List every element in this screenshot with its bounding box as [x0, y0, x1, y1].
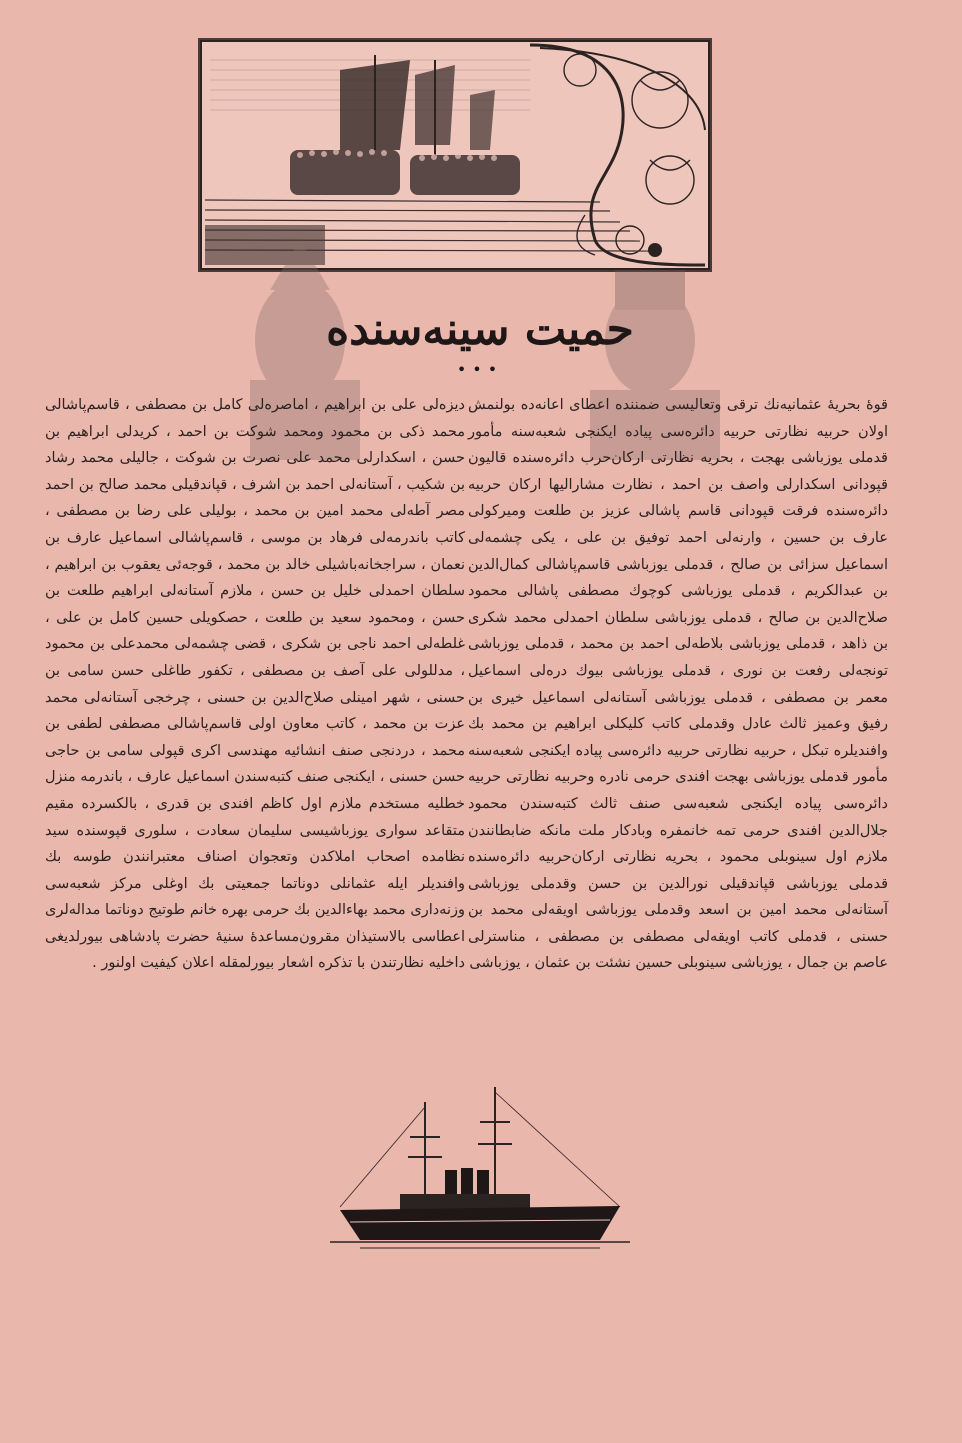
battleship-illustration: [330, 1082, 630, 1252]
text-column-right: [468, 392, 888, 1112]
column-right-text: قوهٔ بحریهٔ عثمانیه‌نك ترقی وتعالیسی ضمننده اعطای اعانه‌ده بولنمش اولان حربیه نظارتی حربیه دائره‌سی پیاده ایکنجی شعبه‌سنه مأمور قدملی یوزباشی بهجت ، بحریه نظارتی ارکان‌حرب دائره‌سنده قالیون قپودانی اسکدارلی واصف بن احمد ، نظارت مشارالیها ارکان حربیه دائره‌سنده فرقت قپودانی قاسم پاشالی عزیز بن طلعت ومیرکولی عارف بن حسین ، وارنه‌لی احمد توفیق بن علی ، یکی چشمه‌لی اسماعیل سزائی بن صالح ، قدملی یوزباشی قاسم‌پاشالی کمال‌الدین بن عبدالکریم ، قدملی یوزباشی کوچوك مصطفی پاشالی محمود صلاح‌الدین بن صالح ، قدملی یوزباشی سلطان احمدلی محمد شکری بن ذاهد ، قدملی یوزباشی بلاطه‌لی احمد بن محمد ، قدملی یوزباشی تونجه‌لی رفعت بن نوری ، قدملی یوزباشی بیوك دره‌لی اسماعیل معمر بن مصطفی ، قدملی یوزباشی آستانه‌لی اسماعیل خیری بن رفیق وعمیز ثالث عادل وقدملی کاتب کلیکلی ابراهیم بن محمد بك وافندیلره تبکل ، حربیه نظارتی حربیه دائره‌سی پیاده ایکنجی شعبه‌سنه مأمور قدملی یوزباشی بهجت افندی حرمی نادره وحربیه نظارتی حربیه دائره‌سی پیاده ایکنجی شعبه‌سی صنف ثالث کتبه‌سندن محمود جلال‌الدین افندی حرمی تمه خانمفره وبادکار ملت مانکه ضابطانندن ملازم اول سینوبلی محمود ، بحریه نظارتی ارکان‌حربیه دائره‌سنده قدملی یوزباشی قپاندقیلی نورالدین بن حسن وقدملی یوزباشی آستانه‌لی محمد امین بن اسعد وقدملی یوزباشی اویقه‌لی محمد بن حسنی ، قدملی کاتب اویقه‌لی مصطفی بن مصطفی ، مناسترلی عاصم بن جمال ، یوزباشی سینوبلی حسین نشئت بن عثمان ، یوزباشی: [468, 397, 888, 972]
title-ornament: •••: [456, 360, 504, 379]
article-title: حمیت سینه‌سنده: [326, 304, 634, 355]
column-left-text: دیزه‌لی علی بن ابراهیم ، اماصره‌لی کامل بن مصطفی ، قاسم‌پاشالی محمد ذکی بن محمود ومحمد شوکت بن احمد ، کریدلی ابراهیم بن حسن ، اسکدارلی محمد علی نصرت بن شوکت ، جالیلی محمد رشاد بن شکیب ، آستانه‌لی احمد بن اشرف ، قپاندقیلی محمد صالح بن احمد مصر آطه‌لی محمد امین بن محمد ، بولیلی علی رضا بن مصطفی ، کاتب باندرمه‌لی فرهاد بن موسی ، قاسم‌پاشالی اسماعیل عارف بن نعمان ، سراجخانه‌باشیلی خالد بن محمد ، قوجه‌ئی یعقوب بن ابراهیم ، سلطان احمدلی خلیل بن حسن ، ملازم آستانه‌لی ابراهیم طلعت بن حسن ، ومحمود سعید بن طلعت ، حصکویلی حسین کامل بن علی ، غلطه‌لی احمد ناجی بن شکری ، قضی چشمه‌لی محمدعلی بن محمود ، مدللولی علی آصف بن مصطفی ، تکفور طاغلی حسن سامی بن حسنی ، شهر امینلی صلاح‌الدین بن حسنی ، چرخجی آستانه‌لی محمد عزت بن محمد ، کاتب معاون اولی قاسم‌پاشالی مصطفی لطفی بن محمد ، دردنجی صنف انشائیه مهندسی اکری قپولی سامی بن حاجی حسن حسنی ، ایکنجی صنف کتبه‌سندن اسماعیل عارف ، باندرمه منزل خطلیه مستخدم ملازم اول کاظم افندی بن قدری ، بالکسرده مقیم متقاعد سواری یوزباشیسی سلیمان سعادت ، سلوری قپوسنده سید نظامده اصحاب املاکدن وتعجوان اصناف معتبرانندن طوسه بك وافندیلر ایله عثمانلی دوناتما جمعیتی بك اوغلی مرکز شعبه‌سی وزنه‌داری محمد بهاءالدین بك حرمی بهره خانم طوتیج دوناتما مداله‌لری اعطاسی بالاستیذان مقرون‌مساعدهٔ سنیهٔ حضرت پادشاهی بیورلدیغی داخلیه نظارتندن با تذکره اشعار بیورلمقله اعلان کیفیت اولنور .: [45, 397, 465, 972]
text-column-left: [45, 392, 465, 1002]
